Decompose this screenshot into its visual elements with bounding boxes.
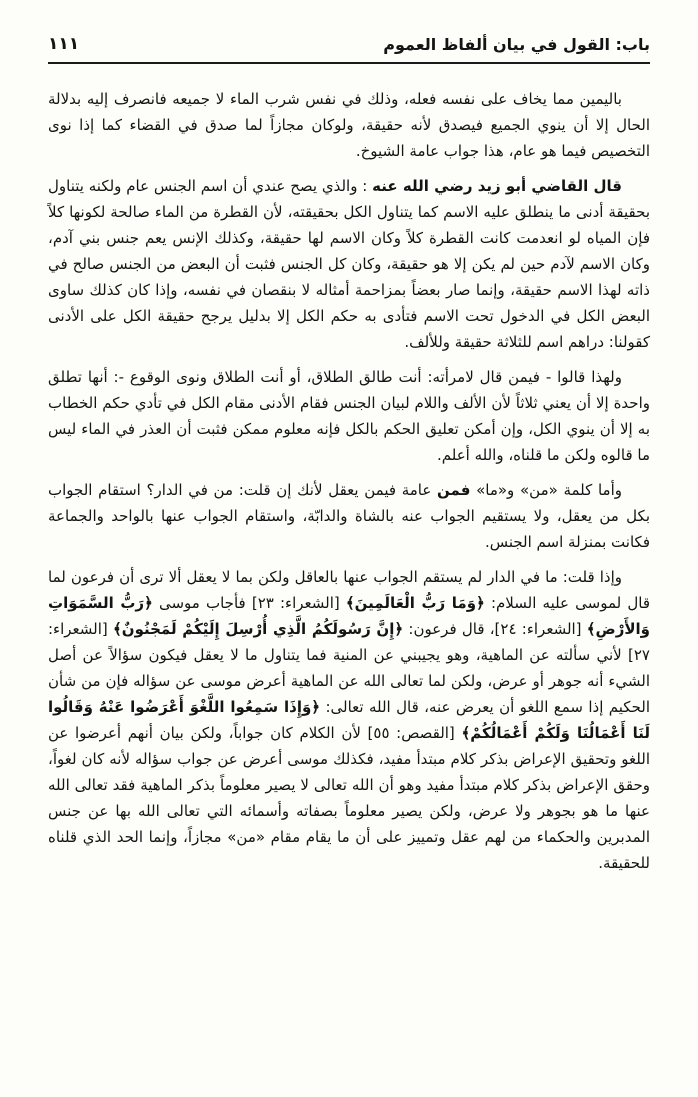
- quran-verse: ﴿رَبُّ السَّمَوَاتِ وَالأَرْضِ﴾: [48, 594, 651, 638]
- body-text: وإذا قلت: ما في الدار لم يستقم الجواب عنها بالعاقل ولكن بما لا يعقل ألا ترى أن فرعون لما قال لموسى عليه السلام:: [48, 568, 651, 612]
- paragraph: [48, 477, 650, 555]
- page-body: [48, 86, 650, 876]
- body-text: [الشعراء: ٢٣] فأجاب موسى: [152, 594, 346, 612]
- body-text: : والذي يصح عندي أن اسم الجنس عام ولكنه يتناول بحقيقة أدنى ما ينطلق عليه الاسم كما يتناول الكل بحقيقته، لأن القطرة من الماء صالحة لكونها كلاً فإن المياه لو انعدمت كانت القطرة كلاً وكان الاسم لها حقيقة، وكذلك الإنس يعم جنس بني آدم، وكان الاسم لآدم حين لم يكن إلا هو حقيقة، وكان كل الجنس فثبت أن البعض من الجنس صالح في ذاته لهذا الاسم حقيقة، وإنما صار بعضاً بمزاحمة أمثاله لا بنقصان في نفسه، وإذا كان كذلك ساوى البعض الكل في الدخول تحت الاسم فتأدى به حكم الكل إلا بدليل يرجح حقيقة الكل على الأدنى كقولنا: دراهم اسم للثلاثة حقيقة وللألف.: [48, 177, 650, 351]
- paragraph: [48, 364, 650, 468]
- body-text: ولهذا قالوا - فيمن قال لامرأته: أنت طالق الطلاق، أو أنت الطلاق ونوى الوقوع -: أنها تطلق واحدة إلا أن يعني ثلاثاً لأن الألف واللام لبيان الجنس فقام الأدنى مقام الكل في تأدي حكم الخطاب به إلا أن ينوي الكل، وإن أمكن تعليق الحكم بالكل فإنه معلوم ممكن فثبت أن العذر في الماء ليس ما قالوه ولكن ما قلناه، والله أعلم.: [48, 368, 650, 464]
- body-text: [الشعراء: ٢٧] لأني سألته عن الماهية، وهو يجيبني عن المنية فما يتناول ما لا يعقل فيكون سؤالاً عن أصل الشيء أنه جوهر أو عرض، ولكن لما تعالى الله عن الماهية أعرض موسى عن سؤاله فإن من شأن الحكيم إذا سمع اللغو أن يعرض عنه، قال الله تعالى:: [48, 620, 650, 716]
- header-divider: [48, 62, 650, 64]
- body-text: وأما كلمة «من» و«ما»: [470, 481, 622, 499]
- body-text: [الشعراء: ٢٤]، قال فرعون:: [403, 620, 587, 638]
- paragraph: [48, 86, 650, 164]
- body-text: [القصص: ٥٥] لأن الكلام كان جواباً، ولكن بيان أنهم أعرضوا عن اللغو وتحقيق الإعراض بذكر كلام مبتدأ مفيد، فكذلك موسى أعرض عن جواب سؤاله لأنه كان لغواً، وحقق الإعراض بذكر كلام مبتدأ مفيد وهو أن الله تعالى لا يصير معلوماً بذكر الماهية فقد تعالى الله عنها ما هو بجوهر ولا عرض، ولكن يصير معلوماً بصفاته وأسمائه التي تعالى الله بها عن جنس المدبرين والحكماء من لهم عقل وتمييز على أن ما يقام مقام «من» مجازاً، وإنما الحد الذي قلناه للحقيقة.: [48, 724, 650, 872]
- quran-verse: ﴿وَمَا رَبُّ الْعَالَمِينَ﴾: [345, 594, 485, 612]
- body-text: باليمين مما يخاف على نفسه فعله، وذلك في نفس شرب الماء لا جميعه فانصرف إليه بدلالة الحال إلا أن ينوي الجميع فيصدق لأنه حقيقة، ولوكان مجازاً لما صدق في القضاء كما إذا نوى التخصيص فيما هو عام، هذا جواب عامة الشيوخ.: [48, 90, 650, 160]
- bold-text: فمن: [437, 481, 471, 499]
- bold-text: قال القاضي أبو زيد رضي الله عنه: [372, 177, 622, 195]
- body-text: عامة فيمن يعقل لأنك إن قلت: من في الدار؟ استقام الجواب بكل من يعقل، ولا يستقيم الجواب عنه بالشاة والدابّة، واستقام الجواب عنها بالواحد والجماعة فكانت بمنزلة اسم الجنس.: [48, 481, 650, 551]
- quran-verse: ﴿وَإِذَا سَمِعُوا اللَّغْوَ أَعْرَضُوا عَنْهُ وَقَالُوا لَنَا أَعْمَالُنَا وَلَكُمْ أَعْمَالُكُمْ﴾: [48, 698, 650, 742]
- page-header: [48, 34, 650, 54]
- paragraph: [48, 564, 650, 876]
- quran-verse: ﴿إِنَّ رَسُولَكُمُ الَّذِي أُرْسِلَ إِلَيْكُمْ لَمَجْنُونٌ﴾: [113, 620, 404, 638]
- chapter-title: باب: القول في بيان ألفاظ العموم: [383, 35, 650, 54]
- paragraph: [48, 173, 650, 355]
- page-number: ١١١: [48, 34, 80, 54]
